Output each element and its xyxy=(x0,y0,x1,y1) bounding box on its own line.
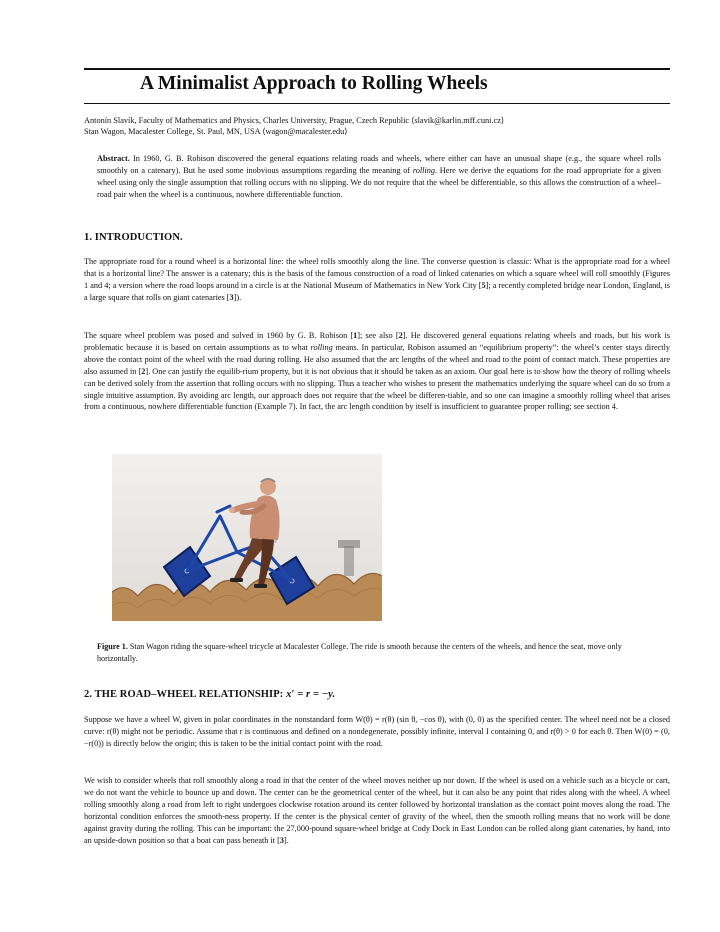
paper-title: A Minimalist Approach to Rolling Wheels xyxy=(140,73,488,94)
abstract-emph: rolling xyxy=(412,165,435,175)
figure-label: Figure 1. xyxy=(97,642,128,651)
text-run: means. In particular, Robison assumed an “equilibrium property”: the wheel’s center stays directly above the contact point of the wheel with the road during rolling. He also assumed that the arc lengths of the wheel and road to the point of contact match. These properties are also assumed in [ xyxy=(84,342,670,376)
citation-1[interactable]: 1 xyxy=(353,331,358,340)
citation-5[interactable]: 5 xyxy=(481,280,486,290)
abstract-text-2: . Here we derive the equations for the road appropriate for a given wheel using only the single assumption that rolling occurs with no slipping. We do not require that the wheel be differentiable, so this allows the construction of a wheel–road pair when the wheel is a continuous, nowhere differentiable function. xyxy=(97,165,661,199)
abstract-label: Abstract. xyxy=(97,154,130,163)
paragraph-intro-2 xyxy=(84,330,670,413)
title-bottom-rule xyxy=(84,103,670,104)
text-run: ]. xyxy=(284,835,289,845)
emph-rolling: rolling xyxy=(310,342,333,352)
text-run: We wish to consider wheels that roll smoothly along a road in that the center of the wheel moves neither up nor down. If the wheel is used on a vehicle such as a bicycle or cart, we do not want the vehicle to bounce up and down. The center can be the geometrical center of the wheel, but it can also be any point that rides along with the wheel. A wheel rolling smoothly along a road from left to right undergoes clockwise rotation around its center followed by horizontal translation as the contact point moves along the road. The horizontal condition enforces the smooth-ness property. If the center is the physical center of gravity of the wheel, then the smooth rolling means that no work will be done against gravity during the rolling. This can be important: the 27,000-pound square-wheel bridge at Cody Dock in East London can be rolled along giant catenaries, by hand, into an upside-down position so that a boat can pass beneath it [ xyxy=(84,776,670,845)
citation-2[interactable]: 2 xyxy=(398,331,403,340)
section-heading-introduction: 1. INTRODUCTION. xyxy=(84,232,183,243)
heading-math: x′ = r = −y. xyxy=(286,689,336,700)
section-heading-road-wheel xyxy=(84,689,670,700)
text-run: ]. One can justify the equilib-rium property, but it is not obvious that it should be taken as an axiom. Our goal here is to show how the theory of rolling wheels can be derived solely from the assertion that rolling occurs with no slipping. Thus a teacher who wishes to present the mathematics underlying the square wheel can do so from a single intuitive assumption. By avoiding arc length, our approach does not require that the wheel be differen-tiable, and so one can imagine a smoothly rolling wheel that arises from a continuous, nowhere differentiable function (Example 7). In fact, the arc length condition by itself is insufficient to guarantee proper rolling; see section 4. xyxy=(84,366,670,412)
abstract-text-1: In 1960, G. B. Robison discovered the general equations relating roads and wheels, where either can have an unusual shape (e.g., the square wheel rolls smoothly on a catenary). But he used some inobvious assumptions regarding the meaning of xyxy=(97,154,661,175)
paragraph-road-2 xyxy=(84,775,670,846)
title-top-rule xyxy=(84,68,670,70)
text-run: The appropriate road for a round wheel is a horizontal line: the wheel rolls smoothly along the line. The converse question is classic: What is the appropriate road for a wheel that is a horizontal line? The answer is a catenary; this is the basis of the famous construction of a road of linked catenaries on which a square wheel will roll smoothly (Figures 1 and 4; a version where the road loops around in a circle is at the National Museum of Mathematics in New York City [ xyxy=(84,257,670,290)
author-block xyxy=(84,115,670,137)
paragraph-intro-1 xyxy=(84,256,670,304)
text-run: ]. He discovered general equations relating wheels and roads, but his work is problematic because it is based on certain assumptions as to what xyxy=(84,331,670,352)
text-run: The square wheel problem was posed and solved in 1960 by G. B. Robison [ xyxy=(84,331,354,340)
figure-caption-text: Stan Wagon riding the square-wheel tricycle at Macalester College. The ride is smooth because the centers of the wheels, and hence the seat, move only horizontally. xyxy=(97,642,622,663)
author-wagon: Stan Wagon, Macalester College, St. Paul, MN, USA ⟨wagon@macalester.edu⟩ xyxy=(84,127,348,136)
citation-2b[interactable]: 2 xyxy=(141,366,146,376)
figure-1-photo xyxy=(112,454,382,621)
text-run: ]; a recently completed bridge near London, England, is a large square that rolls on giant catenaries [ xyxy=(84,280,670,302)
citation-3[interactable]: 3 xyxy=(229,292,234,302)
text-run: ]). xyxy=(233,292,242,302)
citation-3b[interactable]: 3 xyxy=(279,835,285,845)
author-slavik: Antonín Slavík, Faculty of Mathematics and Physics, Charles University, Prague, Czech Republic ⟨slavik@karlin.mff.cuni.cz⟩ xyxy=(84,116,505,125)
figure-1-caption xyxy=(97,641,663,665)
heading-text: 2. THE ROAD–WHEEL RELATIONSHIP: xyxy=(84,689,287,700)
tricycle-illustration xyxy=(112,454,382,621)
paragraph-road-1: Suppose we have a wheel W, given in polar coordinates in the nonstandard form W(θ) = r(θ) (sin θ, −cos θ), with (0, 0) as the specified center. The wheel need not be a closed curve: r(θ) might not be periodic. Assume that r is continuous and defined on a nondegenerate, possibly infinite, interval I containing 0, and r(θ) > 0 for each θ. Then W(0) = (0, −r(0)) is directly below the origin; this is taken to be the initial contact point with the road. xyxy=(84,715,670,748)
abstract xyxy=(97,153,661,201)
text-run: ]; see also [ xyxy=(357,331,399,340)
